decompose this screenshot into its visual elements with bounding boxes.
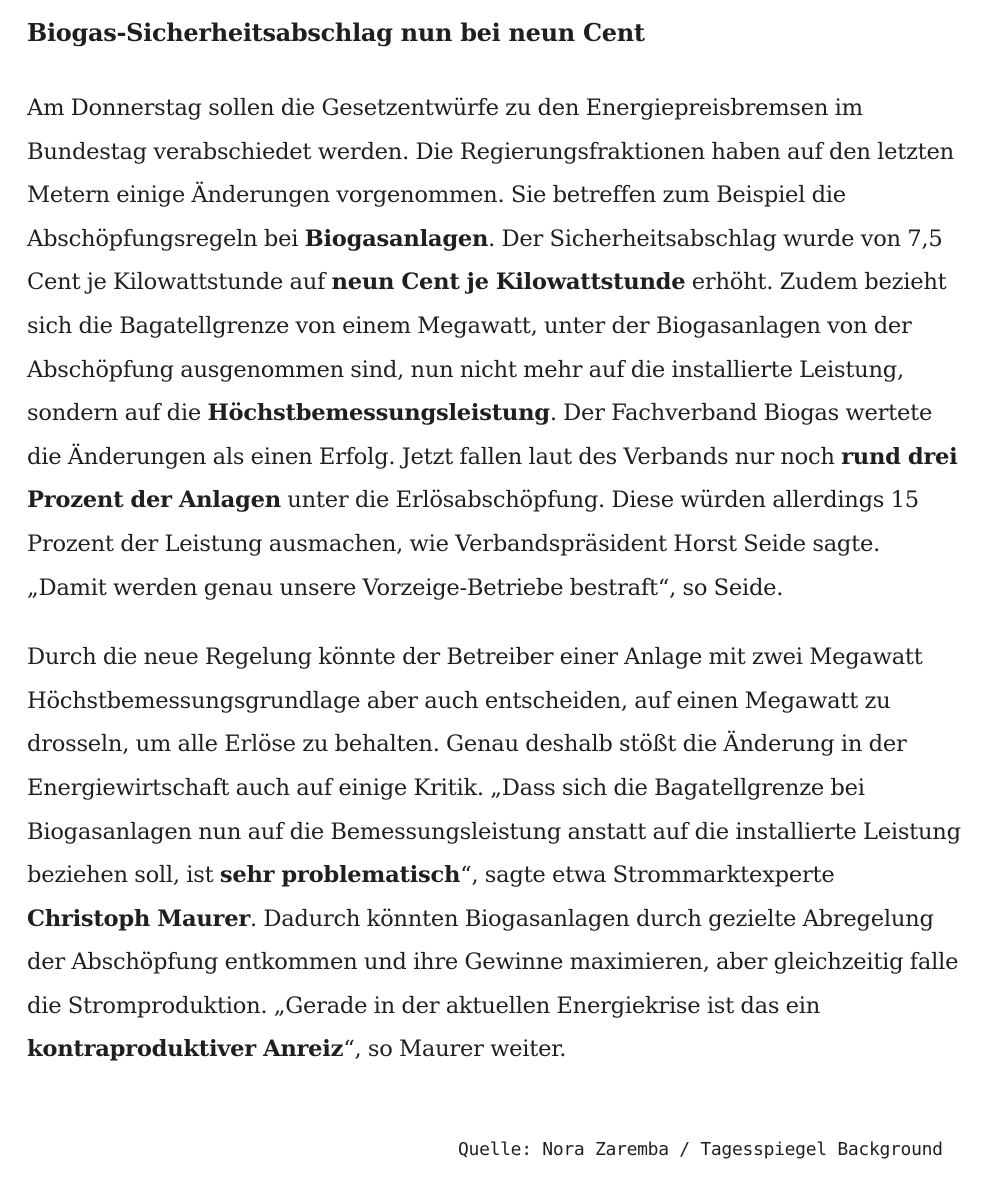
bold-phrase-neun-cent: neun Cent je Kilowattstunde <box>331 269 686 296</box>
bold-phrase-hoechstbemessungsleistung: Höchstbemessungsleistung <box>207 400 550 427</box>
paragraph-text: “, sagte etwa Strommarktexperte <box>460 862 835 889</box>
paragraph-text: Durch die neue Regelung könnte der Betreiber einer Anlage mit zwei Megawatt Höchstbemessungsgrundlage aber auch entscheiden, auf einen Megawatt zu drosseln, um alle Erlöse zu behalten. Genau deshalb stößt die Änderung in der Energiewirtschaft auch auf einige Kritik. „Dass sich die Bagatellgrenze bei Biogasanlagen nun auf die Bemessungsleistung anstatt auf die installierte Leistung beziehen soll, ist <box>27 644 961 889</box>
bold-phrase-christoph-maurer: Christoph Maurer <box>27 905 250 932</box>
paragraph-text: . Dadurch könnten Biogasanlagen durch gezielte Abregelung der Abschöpfung entkommen und ihre Gewinne maximieren, aber gleichzeitig falle die Stromproduktion. „Gerade in der aktuellen Energiekrise ist das ein <box>27 905 959 1019</box>
paragraph-text: . Der Fachverband Biogas wertete die Änderungen als einen Erfolg. Jetzt fallen laut des Verbands nur noch <box>27 400 933 470</box>
paragraph-text: Am Donnerstag sollen die Gesetzentwürfe zu den Energiepreisbremsen im Bundestag verabschiedet werden. Die Regierungsfraktionen haben auf den letzten Metern einige Änderungen vorgenommen. Sie betreffen zum Beispiel die Abschöpfungsregeln bei <box>27 95 954 252</box>
paragraph-text: . Der Sicherheitsabschlag wurde von 7,5 Cent je Kilowattstunde auf <box>27 225 943 296</box>
paragraph-text: erhöht. Zudem bezieht sich die Bagatellgrenze von einem Megawatt, unter der Biogasanlagen von der Abschöpfung ausgenommen sind, nun nicht mehr auf die installierte Leistung, sondern auf die <box>27 269 947 427</box>
paragraph-text: unter die Erlösabschöpfung. Diese würden allerdings 15 Prozent der Leistung ausmachen, wie Verbandspräsident Horst Seide sagte. „Damit werden genau unsere Vorzeige-Betriebe bestraft“, so Seide. <box>27 487 919 601</box>
article-paragraph-1 <box>27 87 962 610</box>
source-credit: Quelle: Nora Zaremba / Tagesspiegel Background <box>458 1139 943 1160</box>
bold-phrase-sehr-problematisch: sehr problematisch <box>219 862 461 889</box>
bold-phrase-biogasanlagen: Biogasanlagen <box>304 225 489 252</box>
bold-phrase-drei-prozent: rund drei Prozent der Anlagen <box>27 443 958 514</box>
article-headline: Biogas-Sicherheitsabschlag nun bei neun Cent <box>27 18 645 47</box>
bold-phrase-kontraproduktiver-anreiz: kontraproduktiver Anreiz <box>27 1036 344 1063</box>
article <box>27 0 962 1072</box>
paragraph-text: “, so Maurer weiter. <box>343 1036 567 1063</box>
article-paragraph-2 <box>27 636 962 1072</box>
